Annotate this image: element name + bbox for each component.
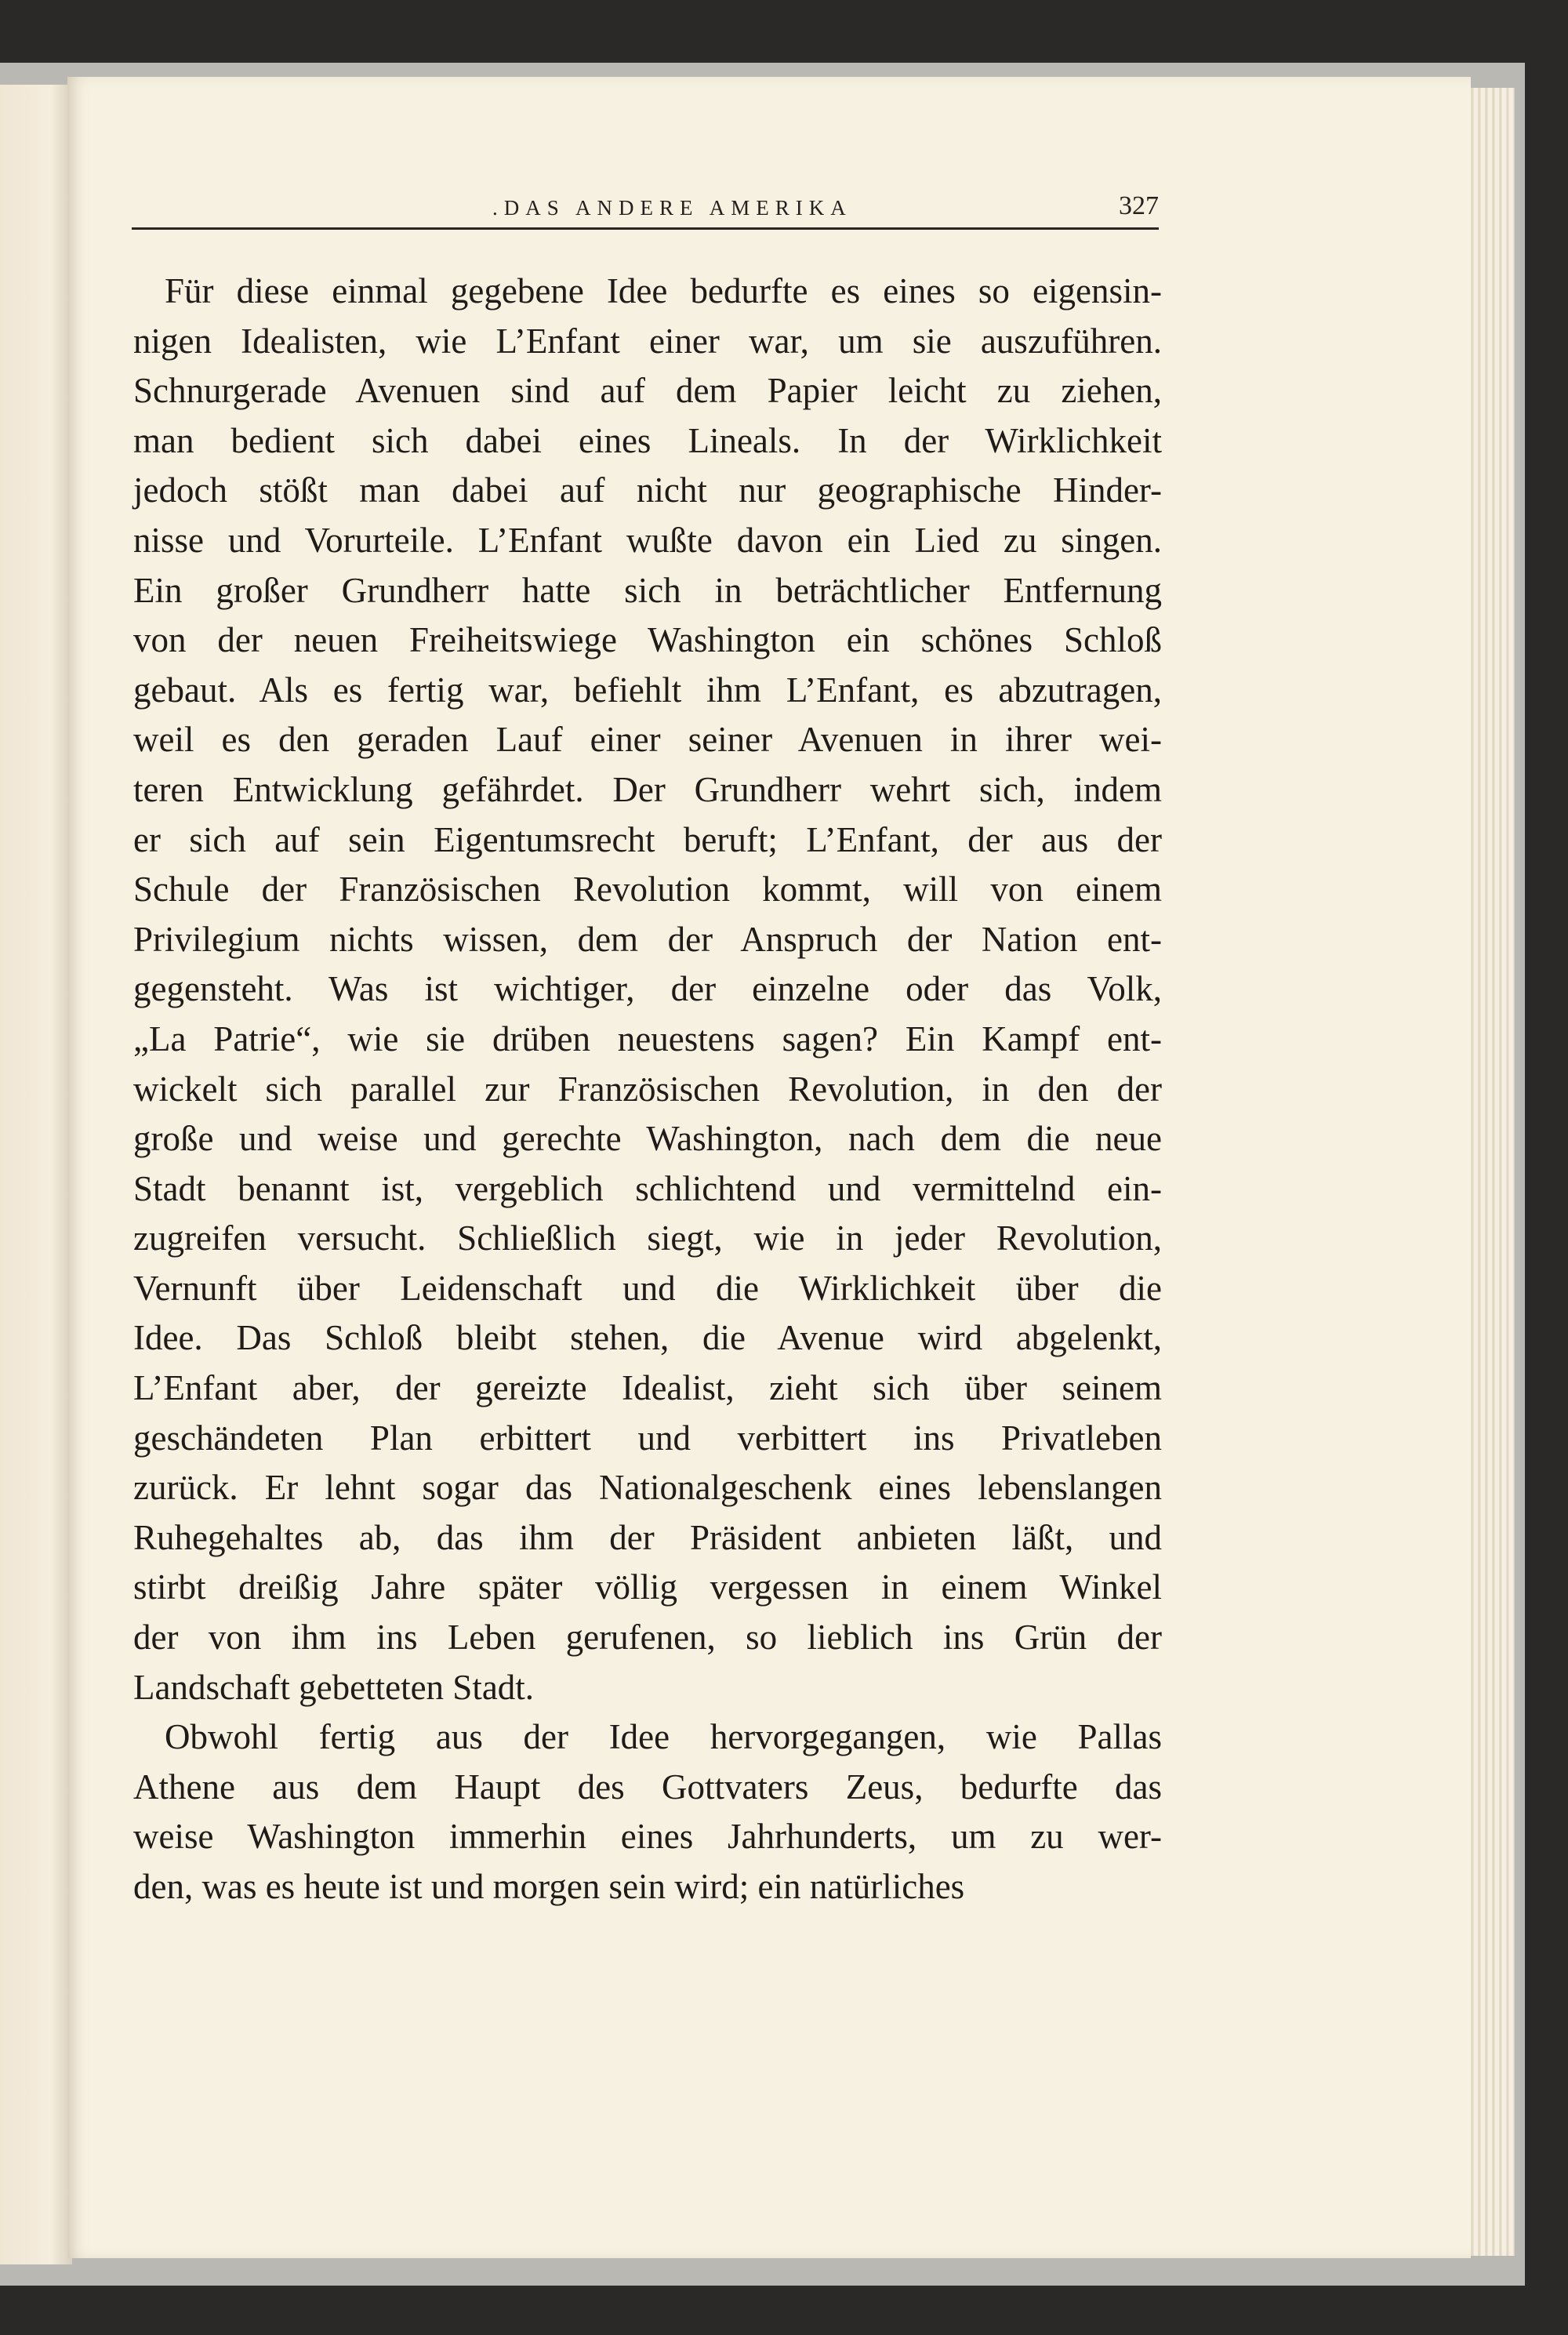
running-head-title: .DAS ANDERE AMERIKA [492, 196, 852, 220]
page-number: 327 [1119, 191, 1159, 220]
text-line: Obwohl fertig aus der Idee hervorgegangen, wie Pallas [165, 1717, 1162, 1757]
text-line: teren Entwicklung gefährdet. Der Grundherr wehrt sich, indem [133, 769, 1162, 809]
text-line: „La Patrie“, wie sie drüben neuestens sagen? Ein Kampf ent- [133, 1019, 1162, 1059]
text-line: große und weise und gerechte Washington, nach dem die neue [133, 1119, 1162, 1159]
text-line: Idee. Das Schloß bleibt stehen, die Avenue wird abgelenkt, [133, 1318, 1162, 1358]
text-line: gebaut. Als es fertig war, befiehlt ihm L’Enfant, es abzutragen, [133, 670, 1162, 710]
text-line: geschändeten Plan erbittert und verbittert ins Privatleben [133, 1418, 1162, 1458]
body-text [133, 267, 1162, 1912]
text-line: von der neuen Freiheitswiege Washington ein schönes Schloß [133, 620, 1162, 660]
text-line: Landschaft gebetteten Stadt. [133, 1667, 535, 1707]
text-line: Stadt benannt ist, vergeblich schlichtend und vermittelnd ein- [133, 1168, 1162, 1208]
text-line: Athene aus dem Haupt des Gottvaters Zeus, bedurfte das [133, 1767, 1162, 1807]
text-line: nisse und Vorurteile. L’Enfant wußte davon ein Lied zu singen. [133, 520, 1162, 560]
text-line: er sich auf sein Eigentumsrecht beruft; L’Enfant, der aus der [133, 819, 1162, 859]
text-line: weil es den geraden Lauf einer seiner Avenuen in ihrer wei- [133, 720, 1162, 760]
text-line: stirbt dreißig Jahre später völlig vergessen in einem Winkel [133, 1567, 1162, 1607]
facing-page-edge [0, 85, 72, 2264]
text-line: Schnurgerade Avenuen sind auf dem Papier leicht zu ziehen, [133, 371, 1162, 411]
text-line: Privilegium nichts wissen, dem der Anspruch der Nation ent- [133, 919, 1162, 959]
text-line: gegensteht. Was ist wichtiger, der einzelne oder das Volk, [133, 969, 1162, 1009]
text-line: zurück. Er lehnt sogar das Nationalgeschenk eines lebenslangen [133, 1468, 1162, 1508]
text-line: Vernunft über Leidenschaft und die Wirklichkeit über die [133, 1268, 1162, 1308]
text-line: der von ihm ins Leben gerufenen, so lieblich ins Grün der [133, 1618, 1162, 1658]
text-line: weise Washington immerhin eines Jahrhunderts, um zu wer- [133, 1817, 1162, 1857]
running-head [132, 191, 1159, 230]
text-line: Schule der Französischen Revolution kommt, will von einem [133, 870, 1162, 910]
text-line: den, was es heute ist und morgen sein wird; ein natürliches [133, 1867, 965, 1906]
text-line: jedoch stößt man dabei auf nicht nur geographische Hinder- [133, 470, 1162, 510]
text-line: Ein großer Grundherr hatte sich in beträchtlicher Entfernung [133, 570, 1162, 610]
text-line: Ruhegehaltes ab, das ihm der Präsident anbieten läßt, und [133, 1517, 1162, 1557]
text-line: wickelt sich parallel zur Französischen Revolution, in den der [133, 1069, 1162, 1109]
text-line: Für diese einmal gegebene Idee bedurfte es eines so eigensin- [165, 271, 1162, 310]
text-line: zugreifen versucht. Schließlich siegt, wie in jeder Revolution, [133, 1218, 1162, 1258]
text-line: L’Enfant aber, der gereizte Idealist, zieht sich über seinem [133, 1368, 1162, 1408]
text-line: man bedient sich dabei eines Lineals. In der Wirklichkeit [133, 420, 1162, 460]
text-line: nigen Idealisten, wie L’Enfant einer war, um sie auszuführen. [133, 321, 1162, 361]
